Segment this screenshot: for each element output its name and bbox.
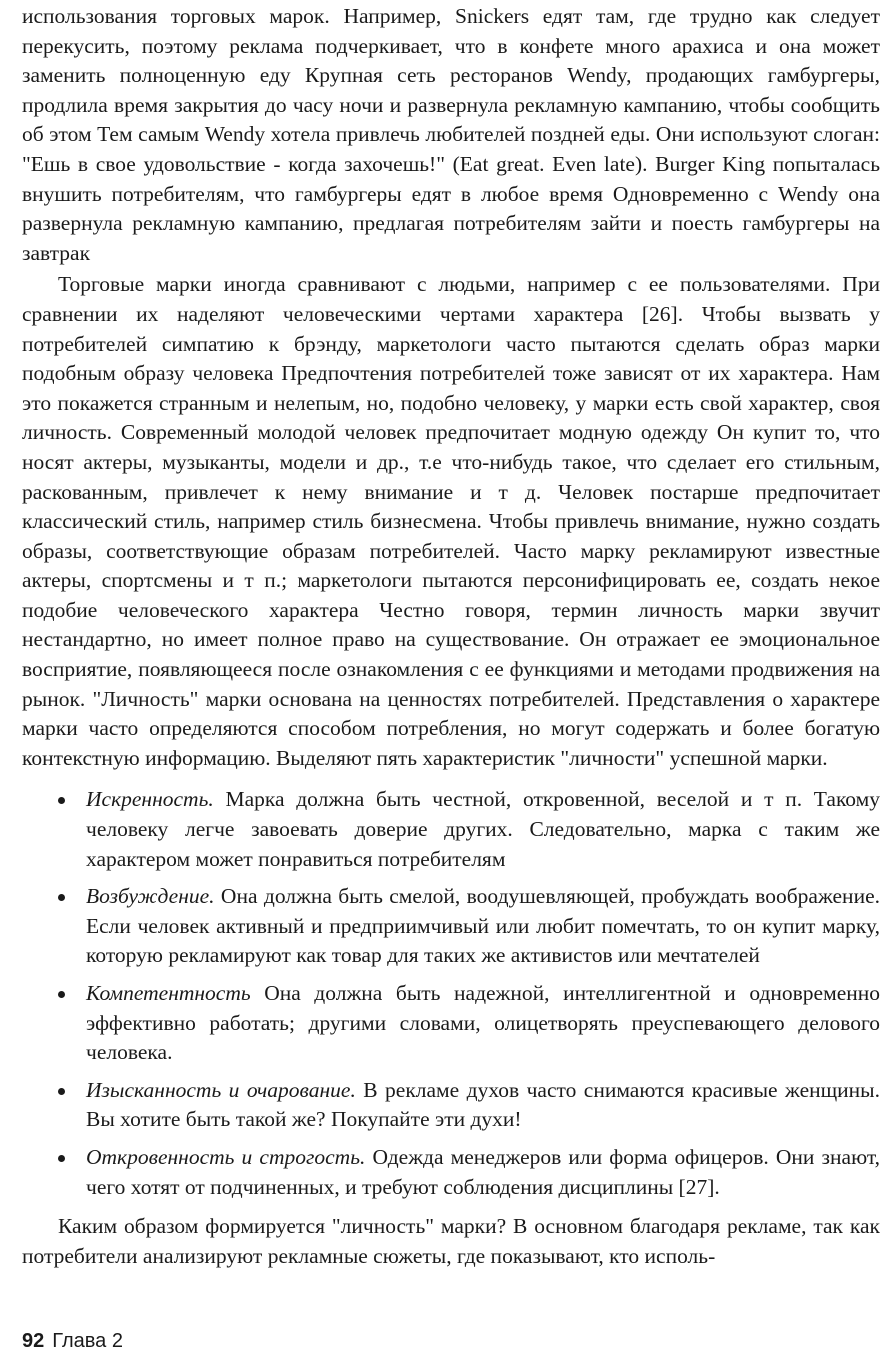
paragraph-brand-personality: Торговые марки иногда сравнивают с людьми, например с ее пользователями. При сравнении их наделяют человеческими чертами характера [26]. Чтобы вызвать у потребителей симпатию к брэнду, маркетологи часто пытаются сделать образ марки подобным образу человека Предпочтения потребителей тоже зависят от их характера. Нам это покажется странным и нелепым, но, подобно человеку, у марки есть свой характер, своя личность. Современный молодой человек предпочитает модную одежду Он купит то, что носят актеры, музыканты, модели и др., т.е что-нибудь такое, что сделает его стильным, раскованным, привлечет к нему внимание и т д. Человек постарше предпочитает классический стиль, например стиль бизнесмена. Чтобы привлечь внимание, нужно создать образы, соответствующие образам потребителей. Часто марку рекламируют известные актеры, спортсмены и т п.; маркетологи пытаются персонифицировать ее, создать некое подобие человеческого характера Честно говоря, термин личность марки звучит нестандартно, но имеет полное право на существование. Он отражает ее эмоциональное восприятие, появляющееся после ознакомления с ее функциями и методами продвижения на рынок. "Личность" марки основана на ценностях потребителей. Представления о характере марки часто определяются способом потребления, но могут содержать и более богатую контекстную информацию. Выделяют пять характеристик "личности" успешной марки. xyxy=(22,272,880,770)
trait-text: Одежда менеджеров или форма офицеров. Они знают, чего хотят от подчиненных, и требуют соблюдения дисциплины [27]. xyxy=(86,1144,880,1199)
page-footer xyxy=(22,1330,123,1353)
trait-term: Откровенность и строгость. xyxy=(86,1144,366,1169)
trait-term: Компетентность xyxy=(86,981,251,1005)
trait-text: Она должна быть надежной, интеллигентной и одновременно эффективно работать; другими словами, олицетворять преуспевающего делового человека. xyxy=(86,981,880,1065)
list-item xyxy=(22,882,880,971)
paragraph-formation: Каким образом формируется "личность" марки? В основном благодаря рекламе, так как потребители анализируют рекламные сюжеты, где показывают, кто исполь- xyxy=(22,1214,880,1268)
trait-text: Марка должна быть честной, откровенной, веселой и т п. Такому человеку легче завоевать доверие других. Следовательно, марка с таким же характером может понравиться потребителям xyxy=(86,787,880,871)
trait-term: Возбуждение. xyxy=(86,884,215,909)
trait-text: В рекламе духов часто снимаются красивые женщины. Вы хотите быть такой же? Покупайте эти духи! xyxy=(86,1077,881,1132)
bullet-icon xyxy=(58,894,65,901)
paragraph-intro: использования торговых марок. Например, Snickers едят там, где трудно как следует перекусить, поэтому реклама подчеркивает, что в конфете много арахиса и она может заменить полноценную еду Крупная сеть ресторанов Wendy, продающих гамбургеры, продлила время закрытия до часу ночи и развернула рекламную кампанию, чтобы сообщить об этом Тем самым Wendy хотела привлечь любителей поздней еды. Они используют слоган: "Ешь в свое удовольствие - когда захочешь!" (Eat great. Even late). Burger King попыталась внушить потребителям, что гамбургеры едят в любое время Одновременно с Wendy она развернула рекламную кампанию, предлагая потребителям зайти и поесть гамбургеры на завтрак xyxy=(22,4,880,265)
list-item xyxy=(22,979,880,1068)
bullet-icon xyxy=(58,1088,65,1095)
page-number: 92 xyxy=(22,1330,45,1352)
bullet-icon xyxy=(58,797,65,804)
trait-term: Изысканность и очарование. xyxy=(86,1077,356,1102)
trait-list xyxy=(22,785,880,1202)
chapter-label: Глава 2 xyxy=(52,1330,123,1352)
trait-term: Искренность. xyxy=(86,787,214,812)
list-item xyxy=(22,785,880,874)
trait-text: Она должна быть смелой, воодушевляющей, пробуждать воображение. Если человек активный и предприимчивый или любит помечтать, то он купит марку, которую рекламируют как товар для таких же активистов или мечтателей xyxy=(86,884,880,968)
bullet-icon xyxy=(58,1155,65,1162)
list-item xyxy=(22,1076,880,1135)
list-item xyxy=(22,1143,880,1202)
bullet-icon xyxy=(58,991,65,998)
